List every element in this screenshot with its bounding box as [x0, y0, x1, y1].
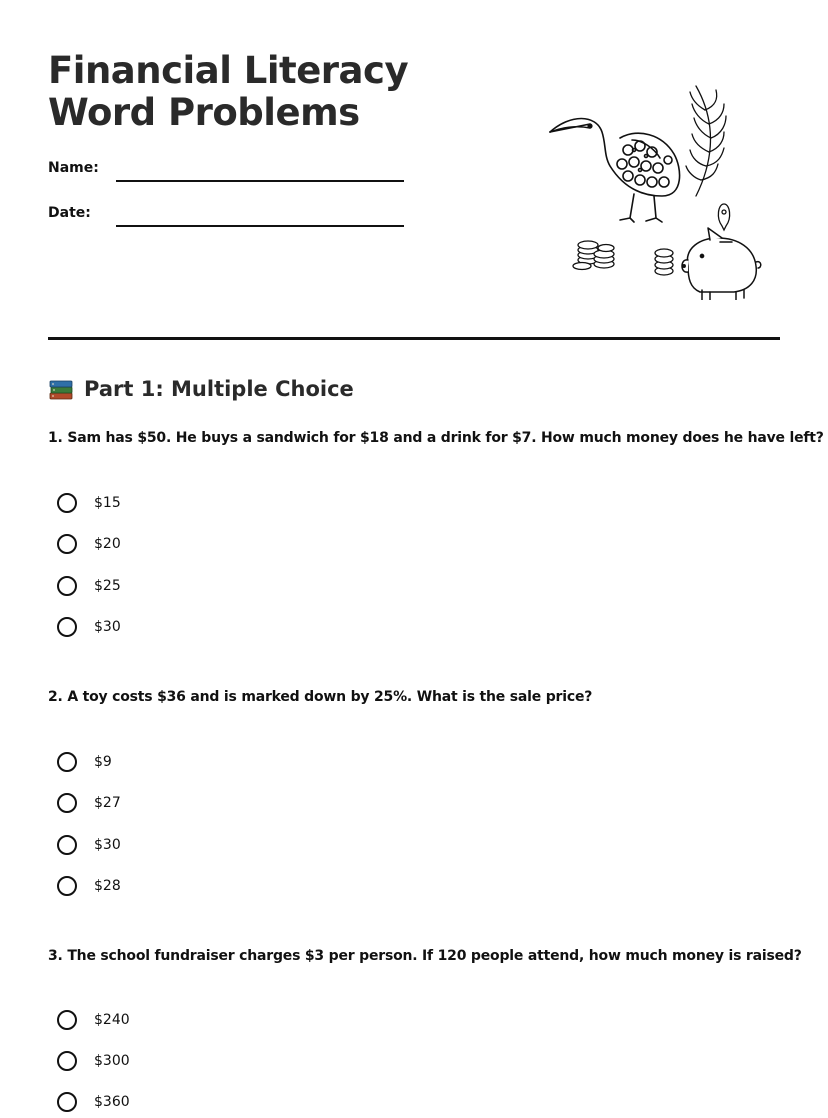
q1-option-b[interactable]	[57, 531, 121, 557]
radio-button[interactable]	[57, 1051, 77, 1071]
radio-button[interactable]	[57, 835, 77, 855]
option-label: $300	[94, 1053, 130, 1069]
option-label: $28	[94, 878, 121, 894]
piggy-bank-icon	[682, 228, 761, 300]
option-label: $30	[94, 837, 121, 853]
q2-option-d[interactable]	[57, 873, 121, 899]
radio-button[interactable]	[57, 793, 77, 813]
radio-button[interactable]	[57, 493, 77, 513]
option-label: $20	[94, 536, 121, 552]
question-3: 3. The school fundraiser charges $3 per person. If 120 people attend, how much money is raised?	[48, 948, 802, 964]
option-label: $30	[94, 619, 121, 635]
page-title: Financial Literacy Word Problems	[48, 49, 409, 134]
q2-option-c[interactable]	[57, 832, 121, 858]
option-label: $360	[94, 1094, 130, 1110]
option-label: $240	[94, 1012, 130, 1028]
option-label: $9	[94, 754, 112, 770]
date-label: Date:	[48, 205, 91, 221]
header-illustration	[510, 78, 780, 300]
radio-button[interactable]	[57, 876, 77, 896]
q1-option-a[interactable]	[57, 490, 121, 516]
location-pin-icon	[718, 204, 729, 230]
q2-option-a[interactable]	[57, 749, 112, 775]
name-label: Name:	[48, 160, 99, 176]
part1-header	[48, 374, 354, 404]
q3-option-c[interactable]	[57, 1089, 130, 1115]
header-divider	[48, 337, 780, 340]
q1-option-c[interactable]	[57, 573, 121, 599]
q3-option-b[interactable]	[57, 1048, 130, 1074]
date-line[interactable]	[116, 225, 404, 227]
q2-option-b[interactable]	[57, 790, 121, 816]
section-title: Part 1: Multiple Choice	[84, 377, 354, 401]
question-1: 1. Sam has $50. He buys a sandwich for $18 and a drink for $7. How much money does he have left?	[48, 430, 824, 446]
radio-button[interactable]	[57, 576, 77, 596]
radio-button[interactable]	[57, 1010, 77, 1030]
option-label: $15	[94, 495, 121, 511]
radio-button[interactable]	[57, 617, 77, 637]
name-line[interactable]	[116, 180, 404, 182]
books-icon	[48, 376, 74, 402]
radio-button[interactable]	[57, 1092, 77, 1112]
q3-option-a[interactable]	[57, 1007, 130, 1033]
question-2: 2. A toy costs $36 and is marked down by 25%. What is the sale price?	[48, 689, 593, 705]
option-label: $27	[94, 795, 121, 811]
fern-icon	[686, 86, 726, 196]
kiwi-bird-icon	[550, 119, 680, 223]
radio-button[interactable]	[57, 534, 77, 554]
q1-option-d[interactable]	[57, 614, 121, 640]
coin-stack-icon	[573, 241, 673, 275]
option-label: $25	[94, 578, 121, 594]
radio-button[interactable]	[57, 752, 77, 772]
